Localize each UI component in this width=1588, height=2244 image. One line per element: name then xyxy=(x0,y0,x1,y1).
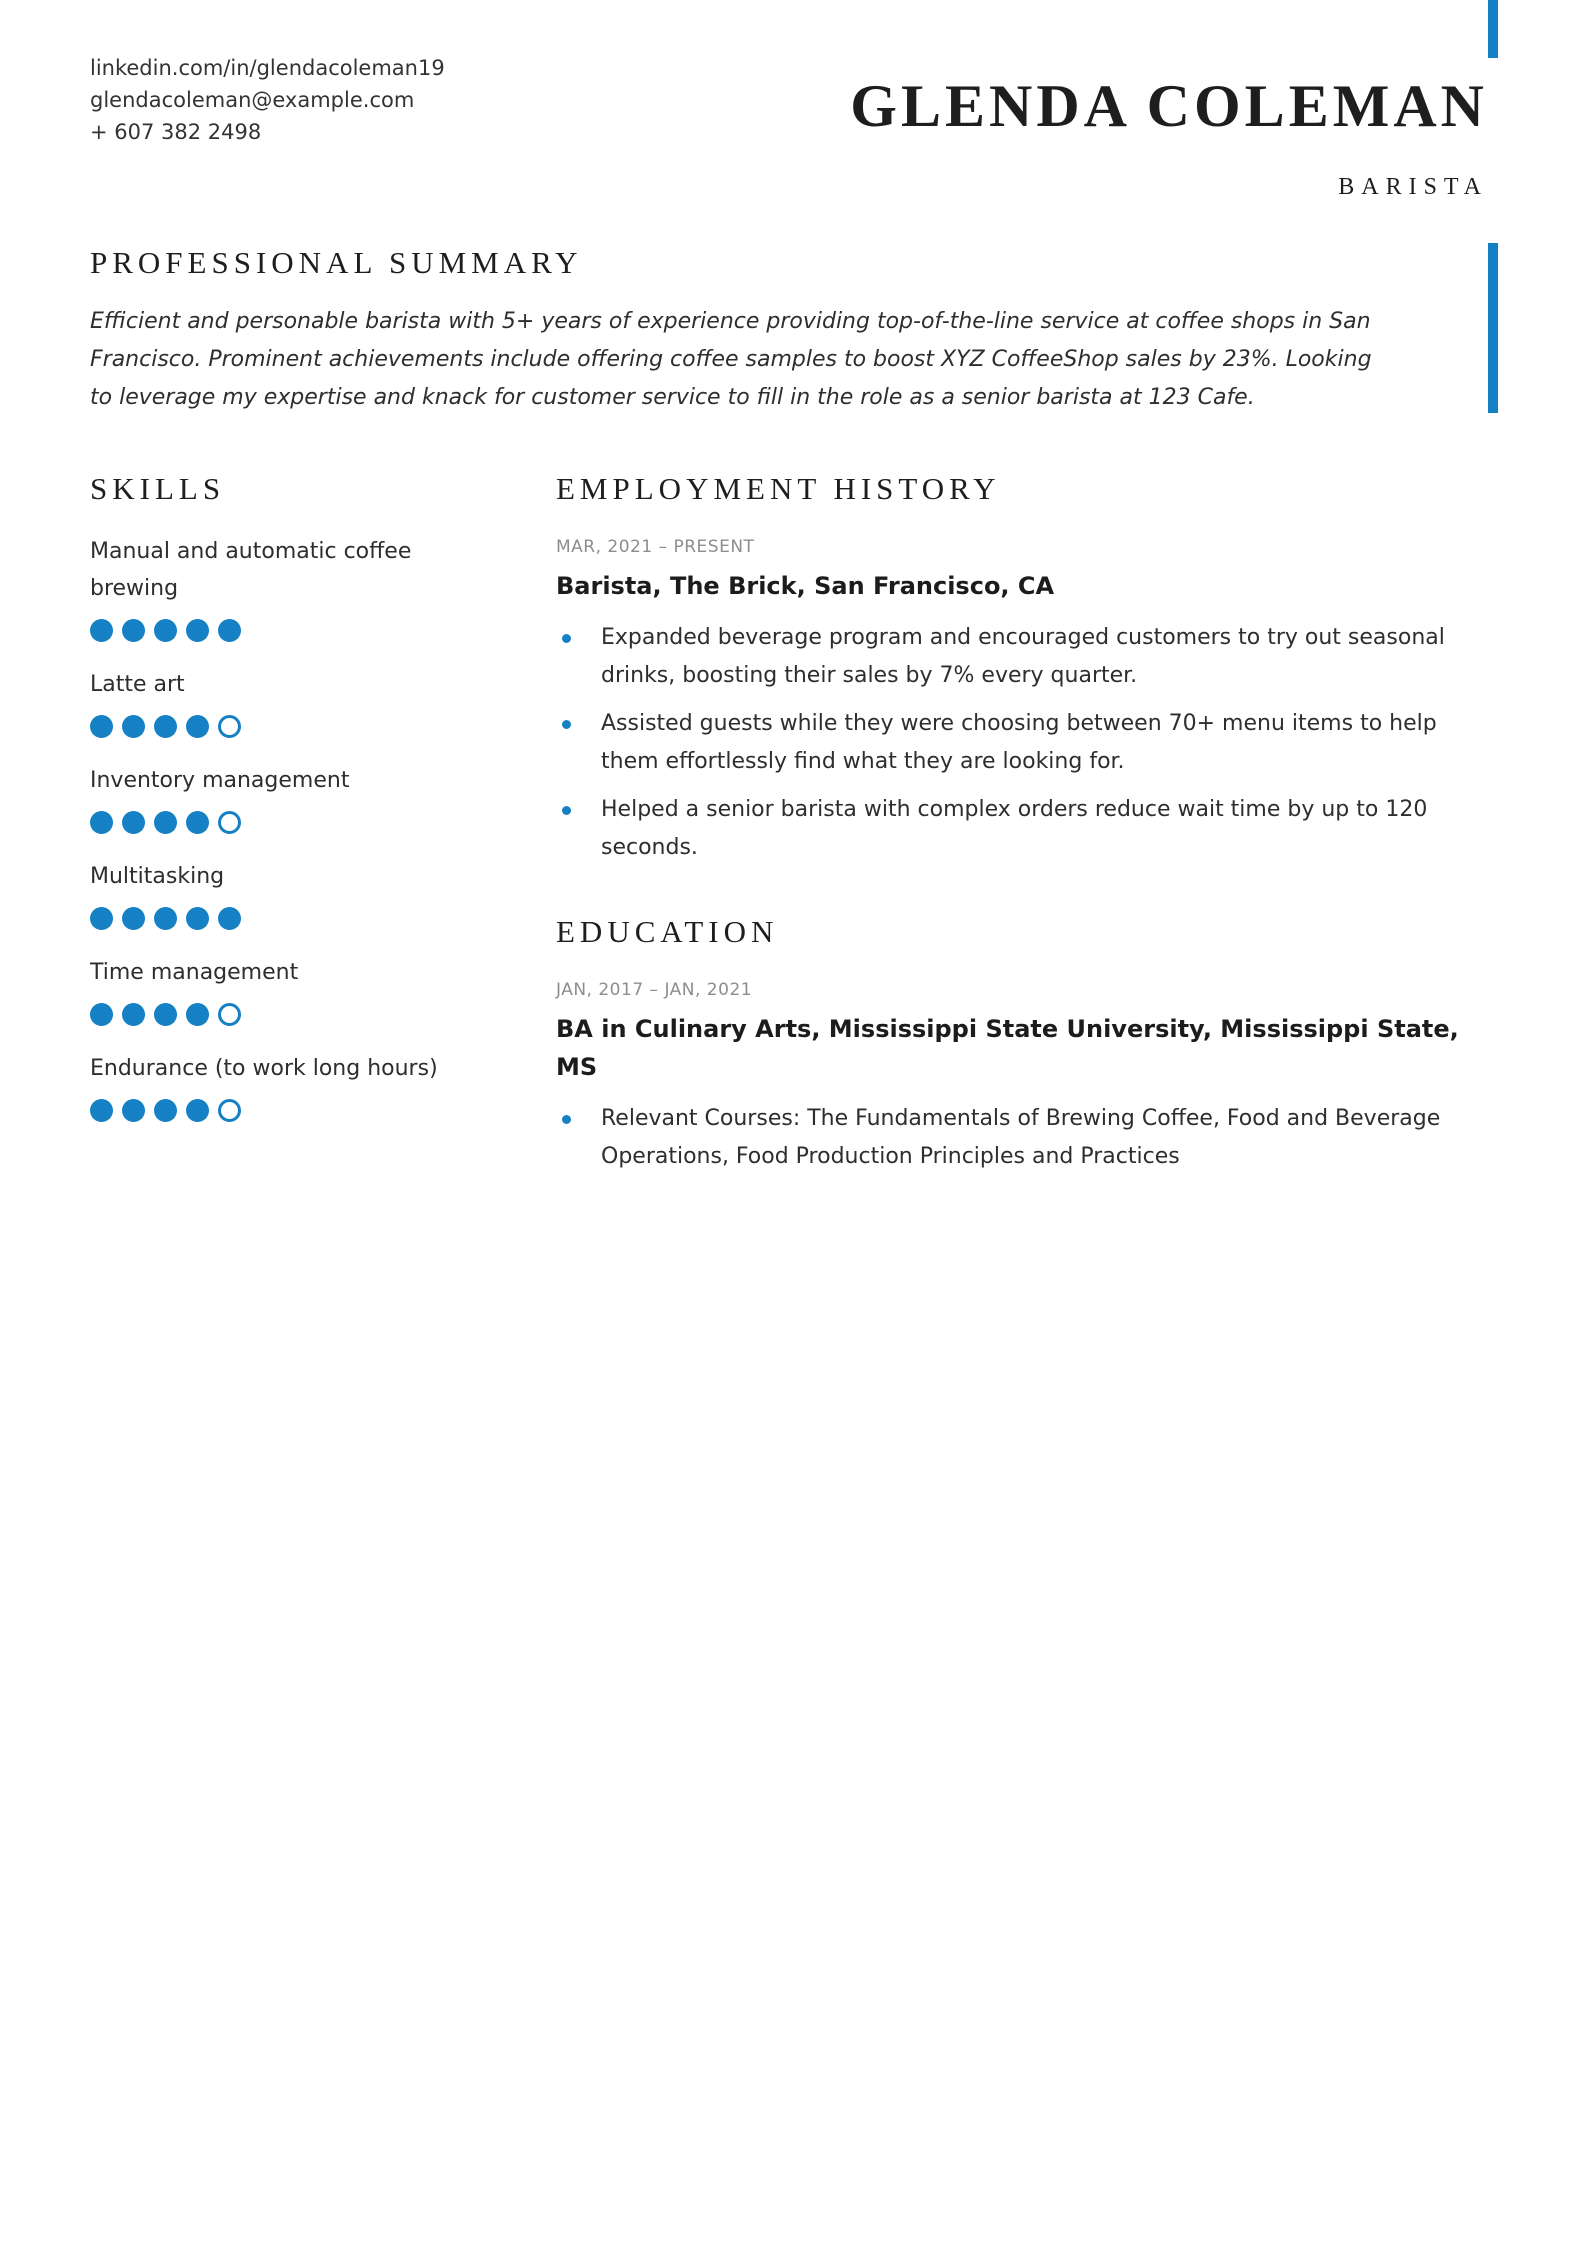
skill-rating xyxy=(90,715,490,738)
skill-dot-filled-icon xyxy=(90,1099,113,1122)
skill-dot-filled-icon xyxy=(186,907,209,930)
skill-dot-filled-icon xyxy=(218,619,241,642)
skill-label: Manual and automatic coffee brewing xyxy=(90,539,412,601)
summary-heading: PROFESSIONAL SUMMARY xyxy=(90,245,583,280)
skill-rating xyxy=(90,811,490,834)
skill-dot-filled-icon xyxy=(186,619,209,642)
skill-item xyxy=(90,762,490,834)
skill-item xyxy=(90,533,490,642)
skills-section xyxy=(90,470,490,1146)
employment-heading: EMPLOYMENT HISTORY xyxy=(556,471,1001,506)
skill-dot-filled-icon xyxy=(154,1003,177,1026)
skill-dot-filled-icon xyxy=(122,1099,145,1122)
employment-bullet xyxy=(556,619,1472,695)
skill-dot-filled-icon xyxy=(122,715,145,738)
accent-bar-top xyxy=(1488,0,1498,58)
employment-bullet xyxy=(556,791,1472,867)
accent-bar-summary xyxy=(1488,243,1498,413)
skill-label: Latte art xyxy=(90,672,185,697)
skill-dot-filled-icon xyxy=(90,811,113,834)
skill-dot-filled-icon xyxy=(154,907,177,930)
employment-bullet-list xyxy=(556,619,1472,867)
bullet-dot-icon xyxy=(562,806,571,815)
bullet-dot-icon xyxy=(562,634,571,643)
skill-dot-filled-icon xyxy=(90,1003,113,1026)
employment-entry xyxy=(556,535,1472,867)
skills-heading: SKILLS xyxy=(90,471,226,506)
bullet-text: Expanded beverage program and encouraged customers to try out seasonal drinks, boosting their sales by 7% every quarter. xyxy=(601,625,1445,688)
skill-label: Inventory management xyxy=(90,768,350,793)
skill-dot-filled-icon xyxy=(186,1099,209,1122)
bullet-text: Helped a senior barista with complex orders reduce wait time by up to 120 seconds. xyxy=(601,797,1428,860)
header-name-block xyxy=(850,73,1488,201)
skill-dot-filled-icon xyxy=(154,1099,177,1122)
skill-dot-filled-icon xyxy=(122,811,145,834)
person-job-title: BARISTA xyxy=(1338,174,1488,200)
skill-dot-filled-icon xyxy=(90,619,113,642)
skill-dot-filled-icon xyxy=(186,715,209,738)
skill-dot-empty-icon xyxy=(218,1099,241,1122)
education-date: JAN, 2017 – JAN, 2021 xyxy=(556,980,753,1000)
education-entry xyxy=(556,978,1472,1176)
skill-rating xyxy=(90,1003,490,1026)
skill-dot-filled-icon xyxy=(122,1003,145,1026)
skill-dot-filled-icon xyxy=(90,907,113,930)
skill-dot-filled-icon xyxy=(186,1003,209,1026)
skill-dot-filled-icon xyxy=(90,715,113,738)
education-bullet xyxy=(556,1100,1472,1176)
education-title: BA in Culinary Arts, Mississippi State University, Mississippi State, MS xyxy=(556,1015,1459,1081)
bullet-text: Assisted guests while they were choosing between 70+ menu items to help them effortlessly find what they are looking for. xyxy=(601,711,1437,774)
skill-dot-filled-icon xyxy=(154,715,177,738)
skill-dot-filled-icon xyxy=(218,907,241,930)
employment-date: MAR, 2021 – PRESENT xyxy=(556,537,755,557)
employment-title: Barista, The Brick, San Francisco, CA xyxy=(556,572,1055,600)
contact-block xyxy=(90,52,445,148)
skill-dot-empty-icon xyxy=(218,811,241,834)
skill-item xyxy=(90,858,490,930)
person-name: GLENDA COLEMAN xyxy=(850,73,1488,139)
summary-section xyxy=(90,244,1488,417)
skill-dot-filled-icon xyxy=(154,619,177,642)
skill-item xyxy=(90,666,490,738)
skill-dot-filled-icon xyxy=(122,619,145,642)
skills-list xyxy=(90,533,490,1122)
education-heading: EDUCATION xyxy=(556,914,779,949)
skill-item xyxy=(90,1050,490,1122)
contact-linkedin: linkedin.com/in/glendacoleman19 xyxy=(90,56,445,80)
skill-dot-filled-icon xyxy=(154,811,177,834)
skill-item xyxy=(90,954,490,1026)
skill-dot-empty-icon xyxy=(218,1003,241,1026)
contact-phone: + 607 382 2498 xyxy=(90,120,262,144)
summary-text: Efficient and personable barista with 5+ years of experience providing top-of-the-line service at coffee shops in San Francisco. Prominent achievements include offering coffee samples to boost XYZ CoffeeShop sales by 23%. Looking to leverage my expertise and knack for customer service to fill in the role as a senior barista at 123 Cafe. xyxy=(90,309,1372,410)
skill-label: Time management xyxy=(90,960,299,985)
skill-rating xyxy=(90,619,490,642)
skill-dot-empty-icon xyxy=(218,715,241,738)
skill-rating xyxy=(90,1099,490,1122)
skill-label: Multitasking xyxy=(90,864,225,889)
skill-rating xyxy=(90,907,490,930)
main-column xyxy=(556,470,1472,1186)
skill-dot-filled-icon xyxy=(186,811,209,834)
skill-dot-filled-icon xyxy=(122,907,145,930)
education-bullet-list xyxy=(556,1100,1472,1176)
bullet-text: Relevant Courses: The Fundamentals of Brewing Coffee, Food and Beverage Operations, Food Production Principles and Practices xyxy=(601,1106,1441,1169)
skill-label: Endurance (to work long hours) xyxy=(90,1056,438,1081)
contact-email: glendacoleman@example.com xyxy=(90,88,415,112)
bullet-dot-icon xyxy=(562,720,571,729)
employment-bullet xyxy=(556,705,1472,781)
bullet-dot-icon xyxy=(562,1115,571,1124)
